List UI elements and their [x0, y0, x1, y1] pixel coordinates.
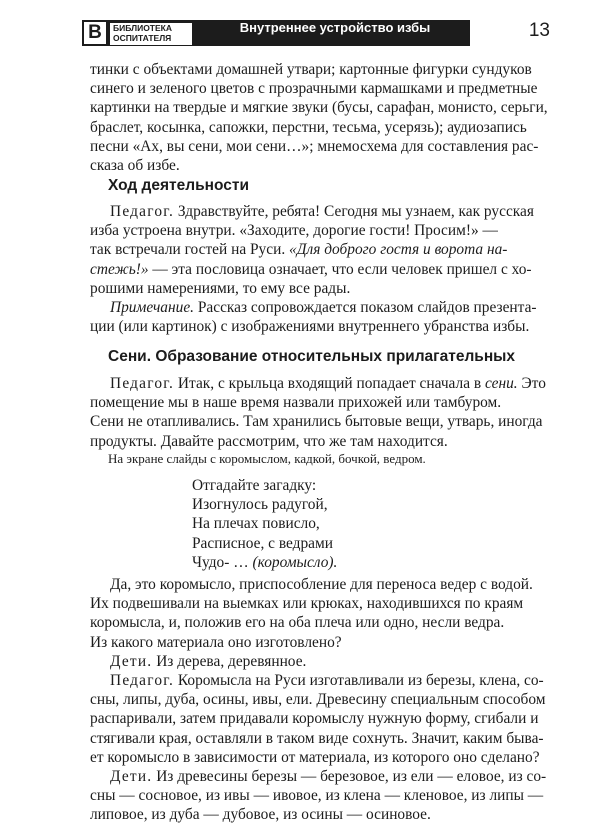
text-span: Коромысла на Руси изготавливали из березы, клена, со- — [177, 672, 544, 690]
text-line — [90, 767, 552, 786]
series-logo-letter: B — [84, 22, 106, 44]
text-line: изба устроена внутри. «Заходите, дорогие гости! Просим!» — — [90, 222, 498, 240]
speaker-label: Педагог. — [110, 203, 175, 220]
text-line: липовое, из дуба — дубовое, из осины — осиновое. — [90, 806, 431, 824]
text-line: картинки на твердые и мягкие звуки (бусы, сарафан, монисто, серьги, — [90, 99, 548, 117]
text-line: песни «Ах, вы сени, мои сени…»; мнемосхема для составления рас- — [90, 137, 539, 155]
text-line: ет коромысло в зависимости от материала, из которого оно сделано? — [90, 748, 540, 766]
text-line: браслет, косынка, сапожки, перстни, тесьма, усерязь); аудиозапись — [90, 118, 527, 136]
text-line — [90, 298, 552, 317]
text-line — [90, 202, 552, 221]
yoke-explanation — [90, 575, 552, 825]
section-heading-activity: Ход деятельности — [108, 177, 249, 194]
running-header-title: Внутреннее устройство избы — [239, 20, 431, 35]
speaker-label: Дети. — [110, 652, 153, 670]
text-line: Из какого материала оно изготовлено? — [90, 633, 342, 651]
text-line: Их подвешивали на выемках или крюках, находившихся по краям — [90, 595, 524, 613]
text-line: сны, липы, дуба, осины, ивы, ели. Древесину специальным способом — [90, 691, 546, 709]
text-line: продукты. Давайте рассмотрим, что же там находится. — [90, 432, 448, 450]
text-span: Из древесины березы — березовое, из ели — еловое, из со- — [156, 768, 547, 786]
text-line: коромысла, и, положив его на оба плеча или одно, несли ведра. — [90, 614, 505, 632]
page-number: 13 — [470, 20, 550, 46]
intro-paragraph — [90, 60, 552, 175]
speaker-label: Дети. — [110, 768, 153, 786]
text-line: распаривали, затем придавали коромыслу нужную форму, сгибали и — [90, 710, 539, 728]
text-line: сны — сосновое, из ивы — ивовое, из клена — кленовое, из липы — — [90, 787, 544, 805]
series-name — [110, 23, 192, 45]
text-span: Рассказ сопровождается показом слайдов презента- — [197, 299, 537, 317]
poem-line: Изогнулось радугой, — [192, 496, 328, 514]
text-line — [90, 260, 552, 279]
text-span: Чудо- … — [192, 553, 249, 571]
text-line — [90, 240, 552, 259]
text-line: стягивали края, оставляли в таком виде сохнуть. Значит, каким быва- — [90, 729, 544, 747]
slide-note: На экране слайды с коромыслом, кадкой, бочкой, ведром. — [108, 451, 426, 466]
text-line: Сени не отапливались. Там хранились бытовые вещи, утварь, иногда — [90, 413, 543, 431]
poem-line: Расписное, с ведрами — [192, 534, 333, 552]
note-label: Примечание. — [110, 299, 195, 317]
section-heading-seni: Сени. Образование относительных прилагательных — [108, 348, 516, 365]
text-line: ции (или картинок) с изображениями внутреннего убранства избы. — [90, 318, 530, 336]
teacher-greeting-paragraph — [90, 202, 552, 336]
text-line — [90, 652, 552, 671]
text-span: так встречали гостей на Руси. — [90, 241, 286, 259]
text-line: помещение мы в наше время назвали прихожей или тамбуром. — [90, 394, 502, 412]
text-line: тинки с объектами домашней утвари; картонные фигурки сундуков — [90, 61, 532, 78]
series-name-line2: ОСПИТАТЕЛЯ — [113, 33, 172, 43]
text-span: Это — [521, 375, 546, 392]
text-span: Из дерева, деревянное. — [156, 652, 307, 670]
speaker-label: Педагог. — [110, 672, 175, 690]
text-line: Да, это коромысло, приспособление для переноса ведер с водой. — [110, 576, 533, 593]
teacher-seni-paragraph — [90, 374, 552, 451]
term-italic: сени. — [485, 375, 518, 392]
text-span: Итак, с крыльца входящий попадает сначала в — [177, 375, 482, 392]
riddle-poem — [192, 476, 337, 572]
series-name-line1: БИБЛИОТЕКА — [113, 23, 172, 33]
text-line — [90, 671, 552, 690]
poem-line: Отгадайте загадку: — [192, 477, 317, 494]
text-line: рошими намерениями, то ему все рады. — [90, 279, 351, 297]
proverb-italic: стежь!» — [90, 260, 149, 278]
poem-line — [192, 553, 337, 572]
text-span: — эта пословица означает, что если человек пришел с хо- — [152, 260, 532, 278]
text-line — [90, 374, 552, 393]
text-line: сказа об избе. — [90, 157, 180, 175]
poem-line: На плечах повисло, — [192, 515, 320, 533]
text-line: синего и зеленого цветов с прозрачными кармашками и предметные — [90, 80, 538, 98]
speaker-label: Педагог. — [110, 375, 175, 392]
text-span: Здравствуйте, ребята! Сегодня мы узнаем, как русская — [177, 203, 534, 220]
proverb-italic: «Для доброго гостя и ворота на- — [289, 241, 508, 259]
riddle-answer: (коромысло). — [252, 553, 338, 571]
